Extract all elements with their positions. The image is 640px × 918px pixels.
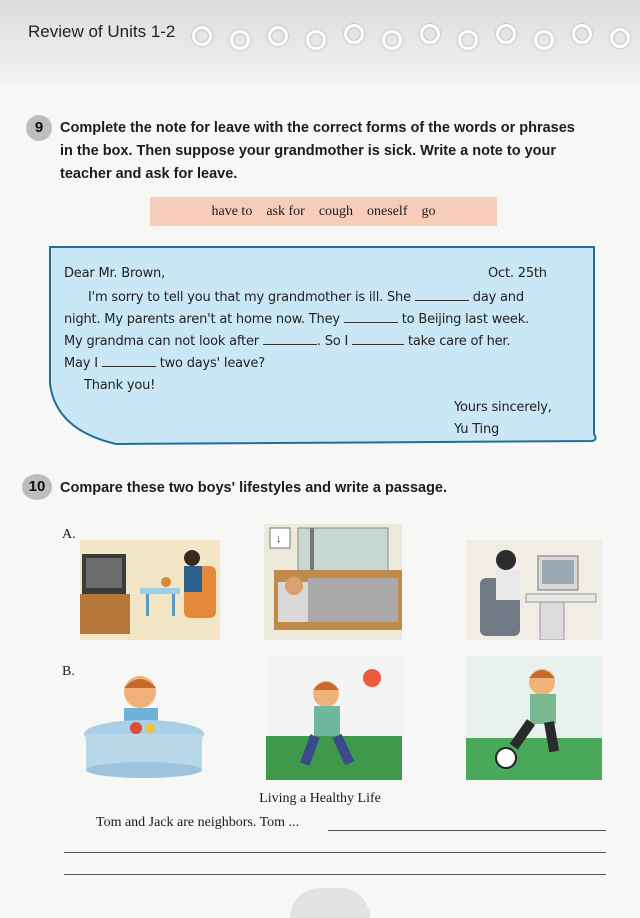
writing-line[interactable] <box>64 874 606 875</box>
note-line-3-mid: . So I <box>316 334 349 349</box>
binder-ring <box>572 24 592 44</box>
answer-blank[interactable] <box>102 354 156 367</box>
note-line-2-end: to Beijing last week. <box>401 312 529 327</box>
answer-blank[interactable] <box>415 288 469 301</box>
passage-start: Tom and Jack are neighbors. Tom ... <box>96 815 300 830</box>
exercise-10-number: 10 <box>22 474 52 500</box>
binder-ring <box>610 28 630 48</box>
word-cough: cough <box>318 203 354 219</box>
note-line-2 <box>64 310 529 327</box>
binder-ring <box>192 26 212 46</box>
boy-at-computer-picture <box>466 540 602 640</box>
exercise-9-number: 9 <box>26 115 52 141</box>
row-a-label: A. <box>62 527 76 542</box>
word-box <box>150 197 497 226</box>
answer-blank[interactable] <box>344 310 398 323</box>
clock-label: ↓ <box>276 533 282 545</box>
note-line-4 <box>64 354 265 371</box>
note-line-1-end: day and <box>472 290 524 305</box>
note-greeting: Dear Mr. Brown, <box>64 266 166 281</box>
binder-ring <box>496 24 516 44</box>
note-closing: Yours sincerely, <box>454 400 552 415</box>
note-line-3-text: My grandma can not look after <box>64 334 259 349</box>
answer-blank[interactable] <box>352 332 404 345</box>
pictures-caption: Living a Healthy Life <box>259 791 381 806</box>
boy-eating-fruit-picture <box>80 670 210 778</box>
note-line-1 <box>88 288 524 305</box>
note-line-2-text: night. My parents aren't at home now. They <box>64 312 340 327</box>
note-signature: Yu Ting <box>454 422 500 437</box>
boy-playing-football-picture <box>466 656 602 780</box>
note-line-3 <box>64 332 510 349</box>
row-b-label: B. <box>62 664 75 679</box>
note-line-4-text: May I <box>64 356 98 371</box>
boy-sleeping-in-bed-picture <box>264 524 402 640</box>
page-number-tab <box>290 888 370 918</box>
note-thanks: Thank you! <box>84 378 156 393</box>
instruction-line: teacher and ask for leave. <box>60 166 238 182</box>
note-date: Oct. 25th <box>488 266 547 281</box>
leave-note <box>46 244 598 464</box>
note-line-1-text: I'm sorry to tell you that my grandmother is ill. She <box>88 290 411 305</box>
binder-ring <box>534 30 554 50</box>
word-go: go <box>421 203 436 219</box>
binder-ring <box>344 24 364 44</box>
instruction-line: in the box. Then suppose your grandmother is sick. Write a note to your <box>60 143 557 159</box>
binder-ring <box>458 30 478 50</box>
exercise-9-instruction <box>60 117 605 186</box>
word-ask-for: ask for <box>266 203 305 219</box>
word-oneself: oneself <box>367 203 408 219</box>
note-line-4-end: two days' leave? <box>159 356 265 371</box>
word-have-to: have to <box>211 203 253 219</box>
instruction-line: Complete the note for leave with the correct forms of the words or phrases <box>60 120 575 136</box>
boy-running-picture <box>266 656 402 780</box>
binder-ring <box>420 24 440 44</box>
answer-blank[interactable] <box>263 332 317 345</box>
writing-line[interactable] <box>64 852 606 853</box>
exercise-10-instruction: Compare these two boys' lifestyles and write a passage. <box>60 480 448 496</box>
binder-ring <box>230 30 250 50</box>
binder-ring <box>382 30 402 50</box>
note-line-3-end: take care of her. <box>407 334 511 349</box>
writing-line[interactable] <box>328 830 606 831</box>
page-header-title: Review of Units 1-2 <box>28 22 176 41</box>
binder-ring <box>268 26 288 46</box>
binder-ring <box>306 30 326 50</box>
boy-watching-tv-picture <box>80 540 220 640</box>
